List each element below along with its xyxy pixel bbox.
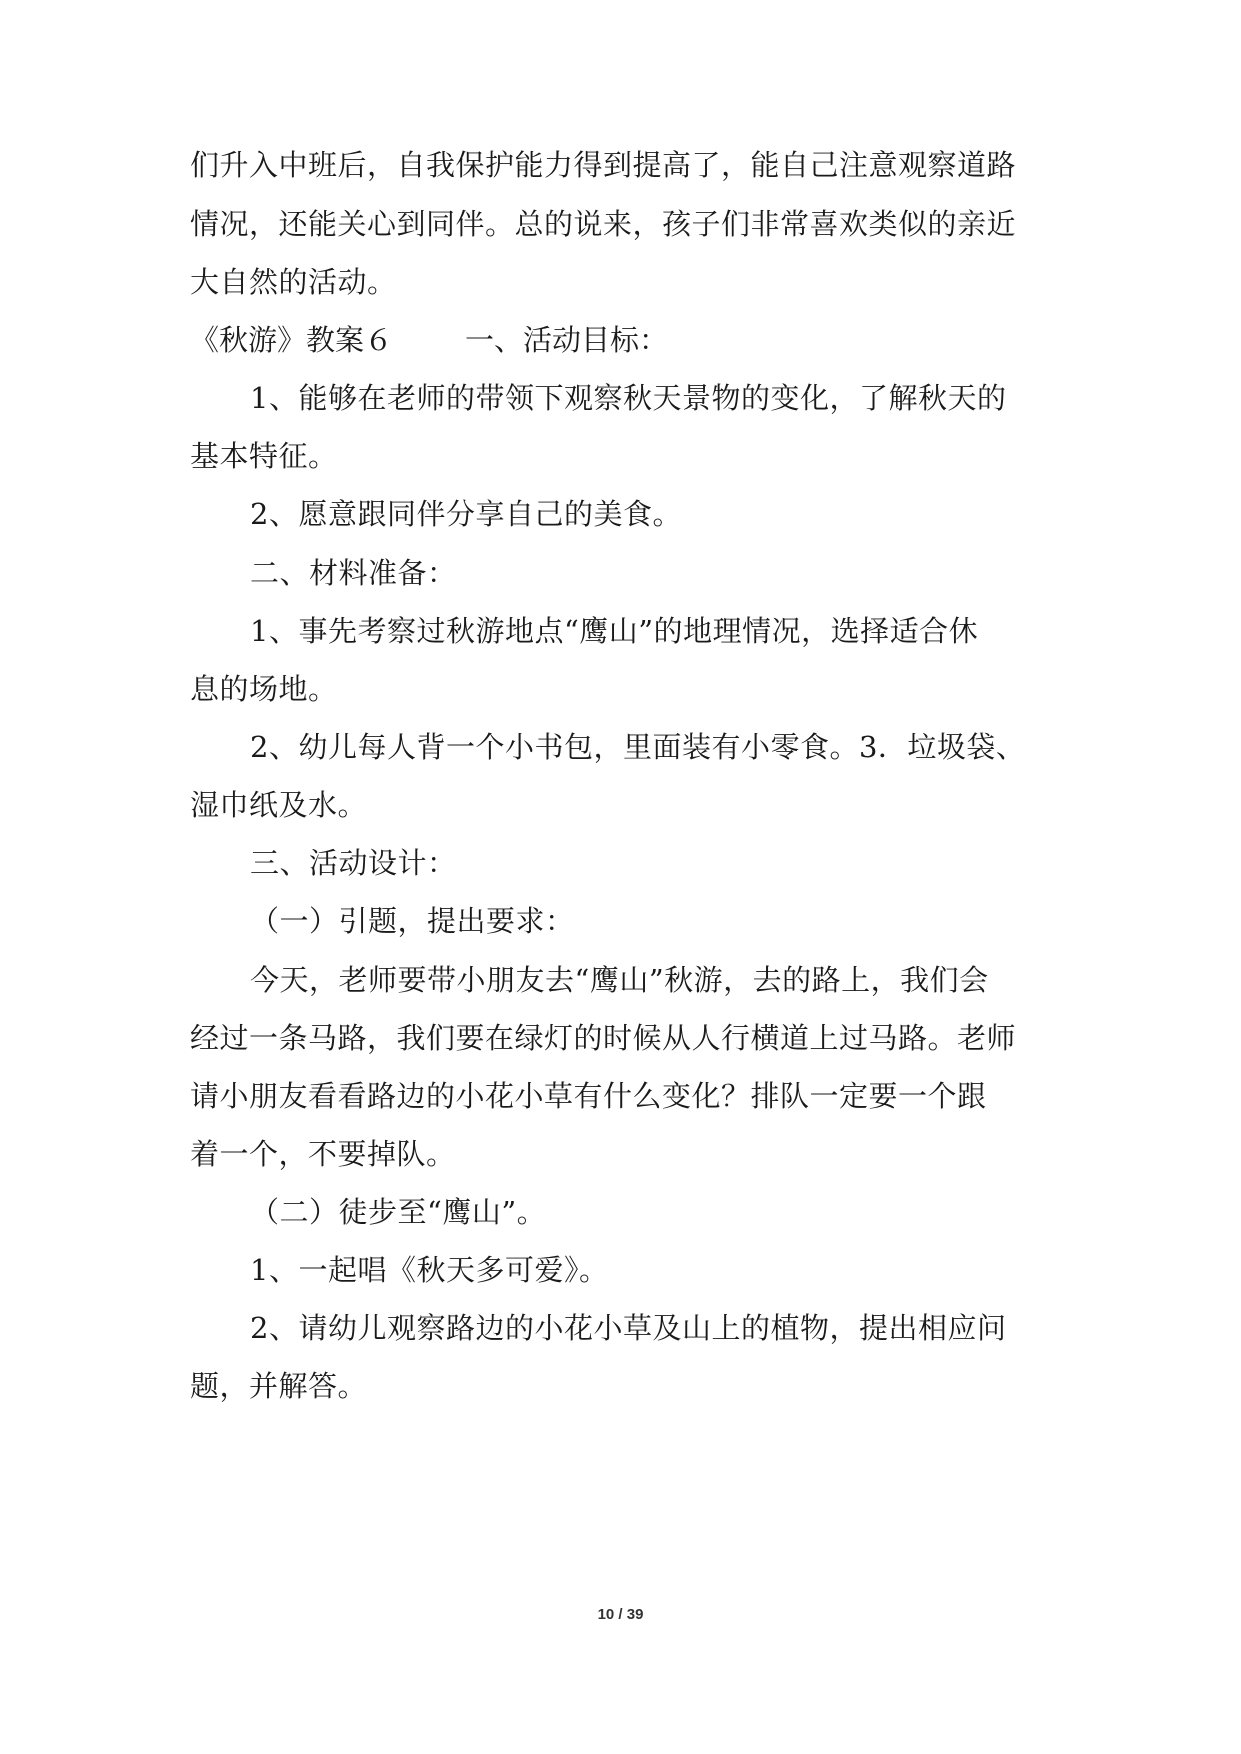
paragraph-line: 1、一起唱《秋天多可爱》。 [250, 1253, 609, 1287]
paragraph-line: 2、请幼儿观察路边的小花小草及山上的植物，提出相应问 [250, 1311, 1007, 1345]
section-heading: 一、活动目标： [465, 323, 669, 357]
paragraph-line: 请小朋友看看路边的小花小草有什么变化？排队一定要一个跟 [190, 1079, 987, 1113]
paragraph-line: 题，并解答。 [190, 1369, 368, 1403]
lesson-title: 《秋游》教案６ [190, 323, 394, 357]
paragraph-line: 情况，还能关心到同伴。总的说来，孩子们非常喜欢类似的亲近 [190, 207, 1017, 241]
paragraph-line: 着一个，不要掉队。 [190, 1137, 456, 1171]
paragraph-line: 2、愿意跟同伴分享自己的美食。 [250, 497, 682, 531]
paragraph-line: 今天，老师要带小朋友去“鹰山”秋游，去的路上，我们会 [250, 963, 989, 997]
paragraph-line: 1、能够在老师的带领下观察秋天景物的变化，了解秋天的 [250, 381, 1007, 415]
paragraph-line: 1、事先考察过秋游地点“鹰山”的地理情况，选择适合休 [250, 614, 979, 648]
page-number: 10 / 39 [597, 1606, 644, 1623]
paragraph-line: 基本特征。 [190, 439, 338, 473]
paragraph-line: 2、幼儿每人背一个小书包，里面装有小零食。3．垃圾袋、 [250, 730, 1026, 764]
subsection-heading: （一）引题，提出要求： [250, 904, 575, 938]
section-heading: 三、活动设计： [250, 846, 457, 880]
subsection-heading: （二）徒步至“鹰山”。 [250, 1195, 547, 1229]
paragraph-line: 湿巾纸及水。 [190, 788, 368, 822]
paragraph-line: 大自然的活动。 [190, 265, 397, 299]
section-heading: 二、材料准备： [250, 556, 457, 590]
paragraph-line: 们升入中班后，自我保护能力得到提高了，能自己注意观察道路 [190, 148, 1017, 182]
paragraph-line: 息的场地。 [190, 672, 338, 706]
paragraph-line: 经过一条马路，我们要在绿灯的时候从人行横道上过马路。老师 [190, 1021, 1017, 1055]
